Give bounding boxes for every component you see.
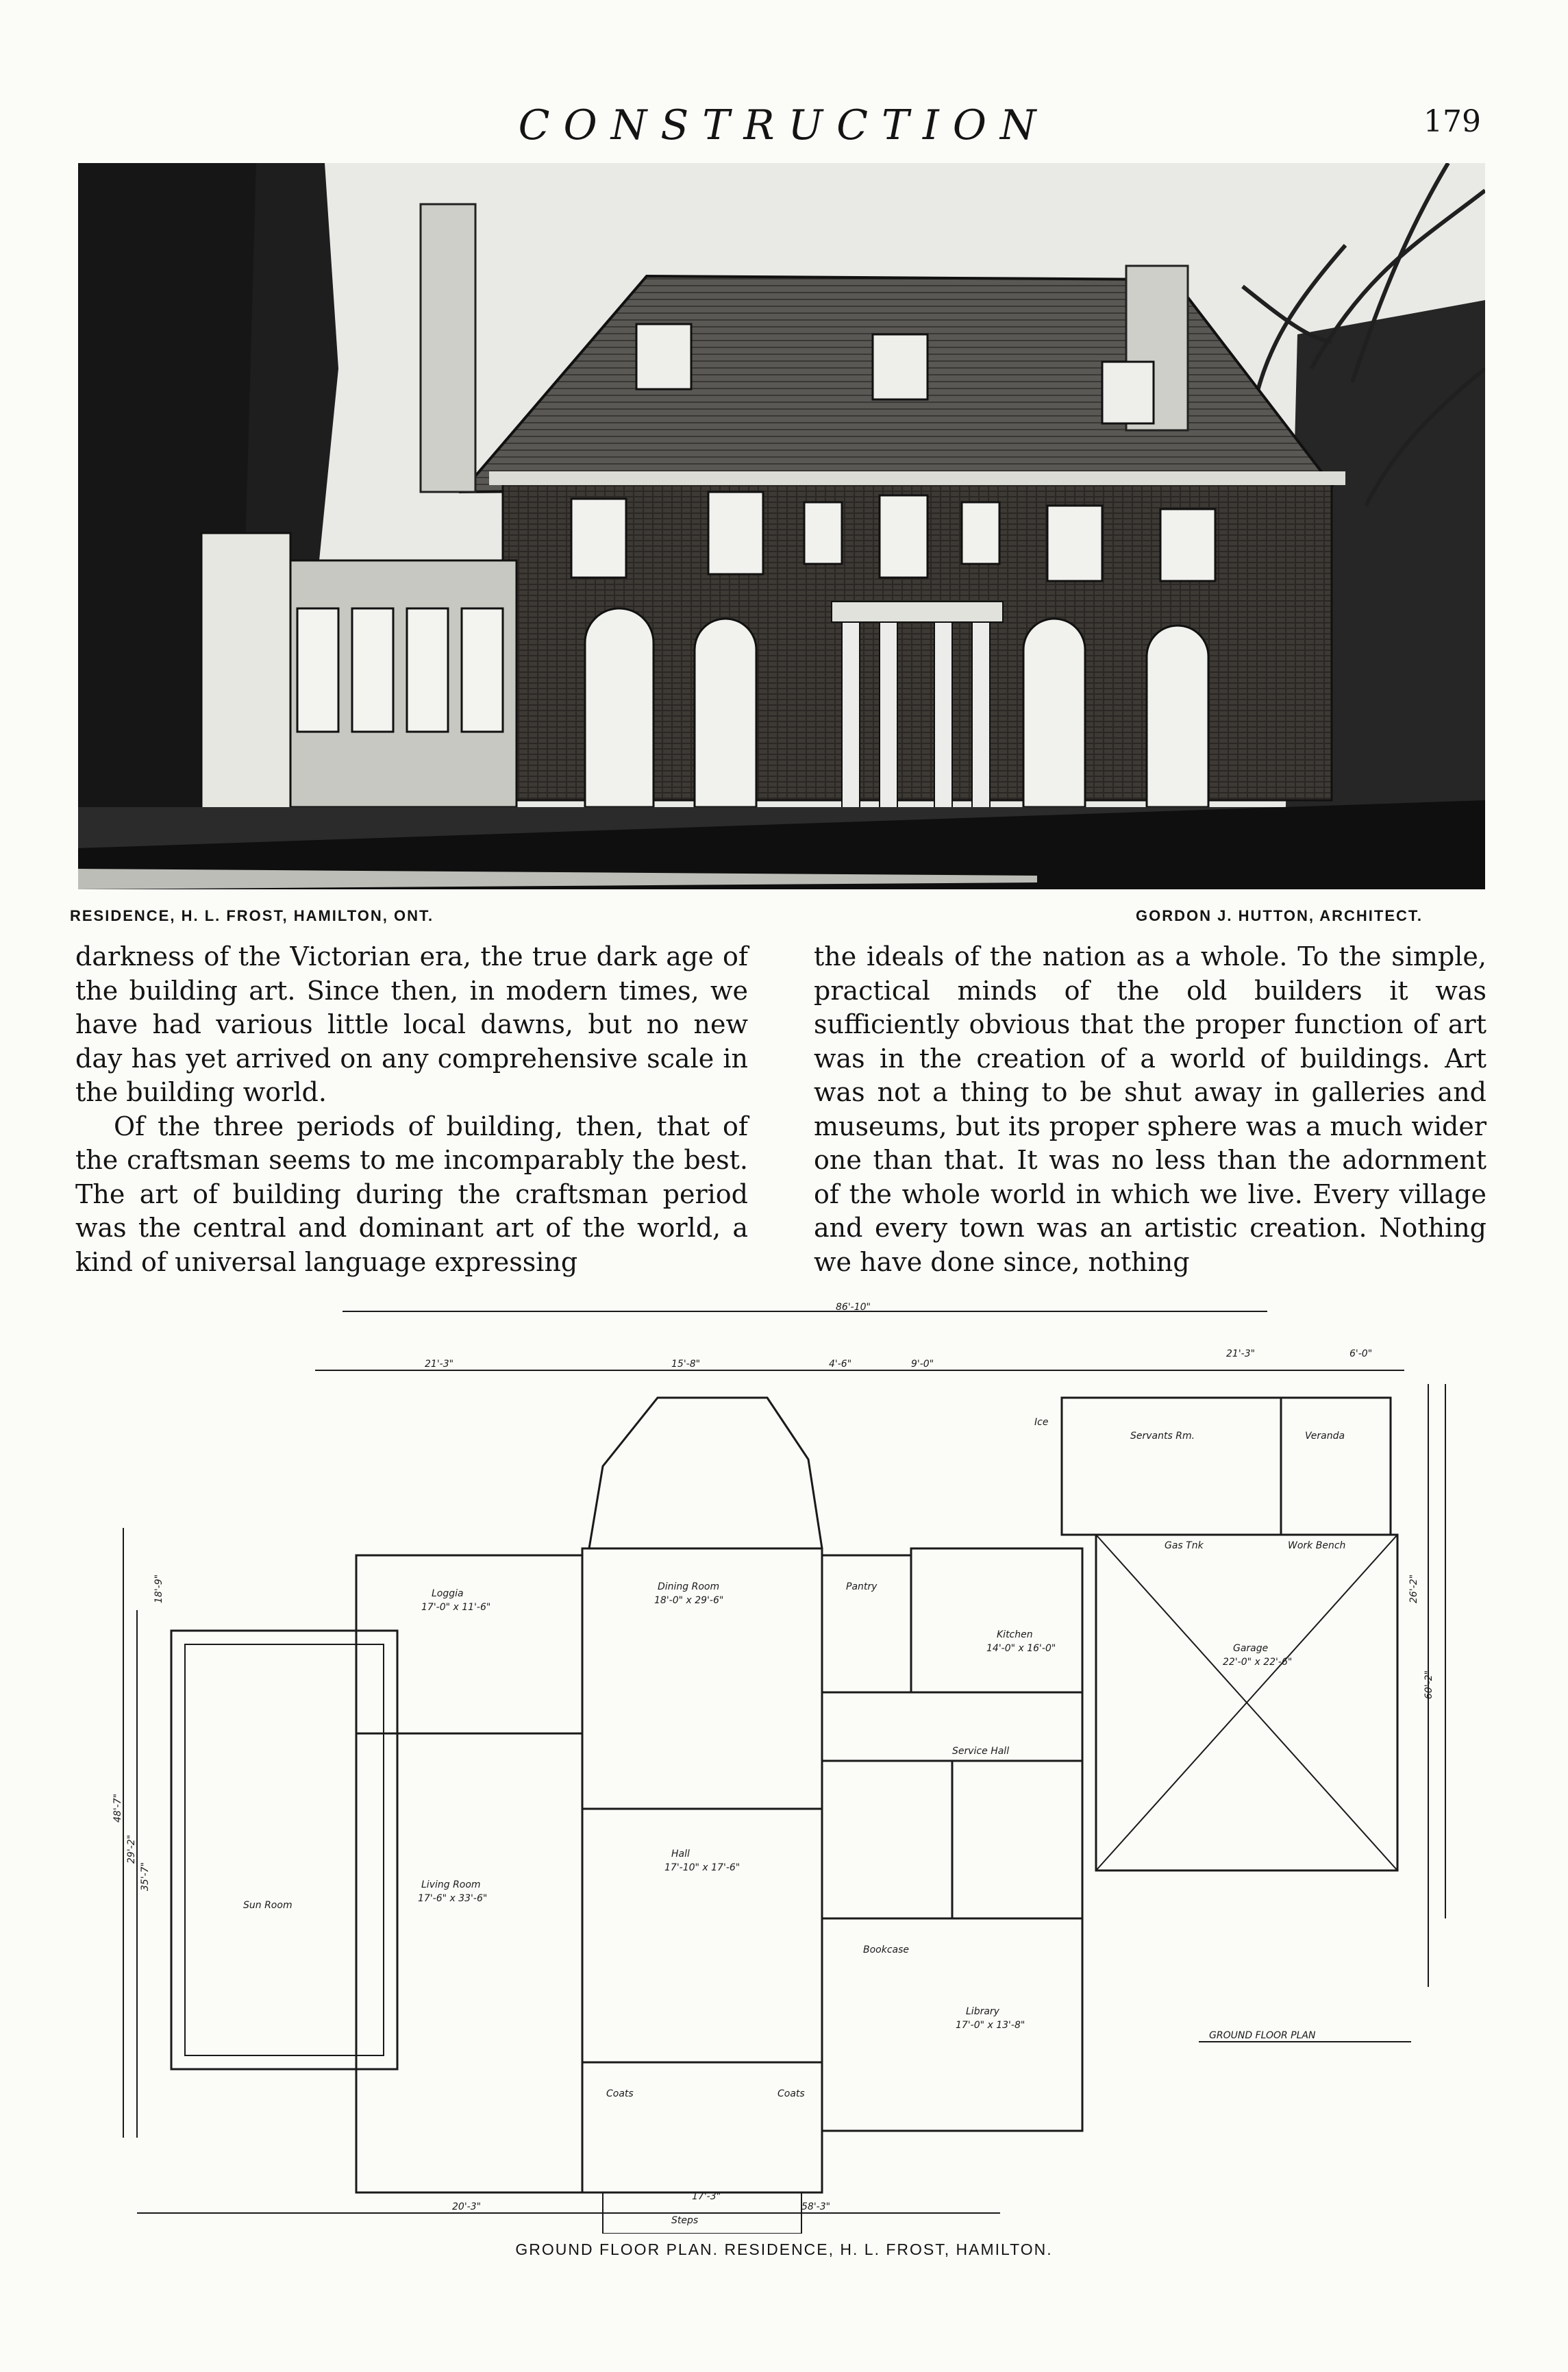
room-work-bench: Work Bench [1288, 1540, 1346, 1551]
room-library: Library [966, 2006, 999, 2017]
paragraph: darkness of the Victorian era, the true dark age of the building art. Since then, in modern times, we have had various little local dawns, but no new day has yet arrived on any comprehensive scale in the building world. [75, 941, 748, 1107]
dim-left-b: 35'-7" [140, 1862, 151, 1891]
paragraph: the ideals of the nation as a whole. To the simple, practical minds of the old builders it was sufficiently obvious that the proper function of art was in the creation of a world of buildings. Art was not a thing to be shut away in galleries and museums, but its proper sphere was a much wider one than that. It was no less than the adornment of the whole world in which we live. Every village and every town was an artistic creation. Nothing we have done since, nothing [814, 941, 1486, 1277]
page-number: 179 [1423, 104, 1481, 139]
dim-right-seg-a: 4'-6" [829, 1359, 852, 1370]
dim-left-total: 48'-7" [112, 1793, 123, 1823]
room-coats-left: Coats [606, 2088, 634, 2099]
dim-height-right: 26'-2" [1408, 1574, 1419, 1603]
dim-left-seg: 21'-3" [425, 1359, 454, 1370]
room-coats-right: Coats [777, 2088, 805, 2099]
room-kitchen: Kitchen [997, 1629, 1033, 1640]
dim-mid-seg: 15'-8" [671, 1359, 701, 1370]
photo-caption-left: RESIDENCE, H. L. FROST, HAMILTON, ONT. [70, 907, 434, 924]
text-column-right [814, 940, 1486, 1279]
room-gas-tank: Gas Tnk [1165, 1540, 1204, 1551]
house-illustration [78, 163, 1485, 889]
dim-garage-b: 6'-0" [1349, 1348, 1373, 1359]
paragraph: Of the three periods of building, then, that of the craftsman seems to me incomparably the best. The art of building during the craftsman period was the central and dominant art of the world, a kind of universal language expressing [75, 1111, 748, 1277]
residence-photograph [78, 163, 1485, 889]
dim-bottom-b: 58'-3" [801, 2201, 831, 2212]
room-steps: Steps [671, 2215, 699, 2226]
room-living: Living Room [421, 1879, 481, 1890]
dim-left-a: 29'-2" [126, 1834, 137, 1864]
dim-height-total: 60'-2" [1423, 1670, 1434, 1699]
dim-garage-a: 21'-3" [1226, 1348, 1256, 1359]
plan-title: GROUND FLOOR PLAN [1209, 2030, 1316, 2041]
room-living-size: 17'-6" x 33'-6" [418, 1893, 488, 1904]
plan-caption: GROUND FLOOR PLAN. RESIDENCE, H. L. FROST, HAMILTON. [515, 2240, 1053, 2258]
floor-plan [110, 1302, 1459, 2234]
dim-right-seg-b: 9'-0" [911, 1359, 934, 1370]
room-servants: Servants Rm. [1130, 1431, 1195, 1442]
photo-caption-right: GORDON J. HUTTON, ARCHITECT. [1136, 907, 1423, 924]
room-dining: Dining Room [658, 1581, 720, 1592]
running-head: CONSTRUCTION [518, 101, 1050, 149]
room-loggia: Loggia [432, 1588, 464, 1599]
room-library-size: 17'-0" x 13'-8" [956, 2020, 1025, 2031]
dim-bottom-c: 17'-3" [692, 2191, 721, 2202]
room-ice: Ice [1034, 1417, 1049, 1428]
room-service-hall: Service Hall [952, 1746, 1010, 1757]
room-garage-size: 22'-0" x 22'-6" [1223, 1657, 1293, 1668]
room-hall-size: 17'-10" x 17'-6" [664, 1862, 741, 1873]
text-column-left [75, 940, 748, 1279]
room-bookcase: Bookcase [863, 1944, 910, 1955]
dim-overall-width: 86'-10" [836, 1302, 871, 1313]
dim-bottom-a: 20'-3" [452, 2201, 482, 2212]
dim-left-c: 18'-9" [153, 1574, 164, 1603]
room-hall: Hall [671, 1849, 690, 1860]
room-kitchen-size: 14'-0" x 16'-0" [986, 1643, 1056, 1654]
room-dining-size: 18'-0" x 29'-6" [654, 1595, 724, 1606]
floor-plan-drawing [110, 1302, 1459, 2234]
room-garage: Garage [1233, 1643, 1269, 1654]
room-pantry: Pantry [846, 1581, 878, 1592]
room-veranda: Veranda [1305, 1431, 1345, 1442]
room-loggia-size: 17'-0" x 11'-6" [421, 1602, 491, 1613]
room-sun: Sun Room [243, 1900, 293, 1911]
